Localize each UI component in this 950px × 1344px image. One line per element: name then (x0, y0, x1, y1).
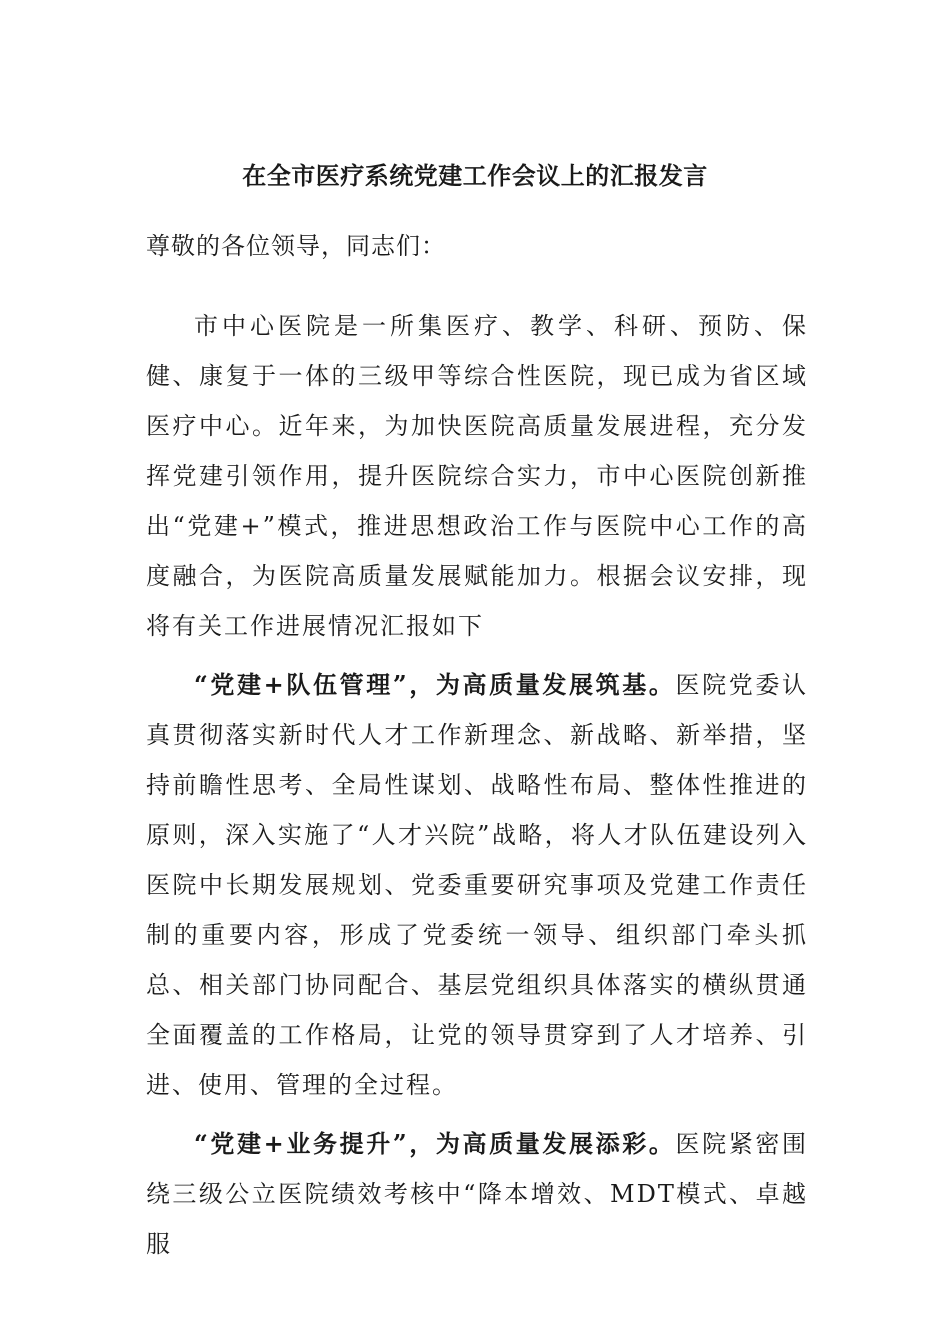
paragraph-team-management (146, 660, 808, 1110)
paragraph-text: 市中心医院是一所集医疗、教学、科研、预防、保健、康复于一体的三级甲等综合性医院，现已成为省区域医疗中心。近年来，为加快医院高质量发展进程，充分发挥党建引领作用，提升医院综合实力，市中心医院创新推出“党建+”模式，推进思想政治工作与医院中心工作的高度融合，为医院高质量发展赋能加力。根据会议安排，现将有关工作进展情况汇报如下 (146, 312, 808, 640)
paragraph-text: 医院党委认真贯彻落实新时代人才工作新理念、新战略、新举措，坚持前瞻性思考、全局性谋划、战略性布局、整体性推进的原则，深入实施了“人才兴院”战略，将人才队伍建设列入医院中长期发展规划、党委重要研究事项及党建工作责任制的重要内容，形成了党委统一领导、组织部门牵头抓总、相关部门协同配合、基层党组织具体落实的横纵贯通全面覆盖的工作格局，让党的领导贯穿到了人才培养、引进、使用、管理的全过程。 (146, 671, 808, 1099)
paragraph-intro (146, 301, 808, 651)
paragraph-text: 医院紧密围绕三级公立医院绩效考核中“降本增效、MDT模式、卓越服 (146, 1130, 808, 1258)
document-body (146, 221, 808, 1269)
salutation: 尊敬的各位领导，同志们： (146, 232, 446, 260)
paragraph-lead: “党建+队伍管理”，为高质量发展筑基。 (194, 670, 676, 699)
paragraph-lead: “党建+业务提升”，为高质量发展添彩。 (194, 1129, 676, 1158)
document-title: 在全市医疗系统党建工作会议上的汇报发言 (242, 161, 708, 190)
paragraph-business-improvement (146, 1119, 808, 1269)
